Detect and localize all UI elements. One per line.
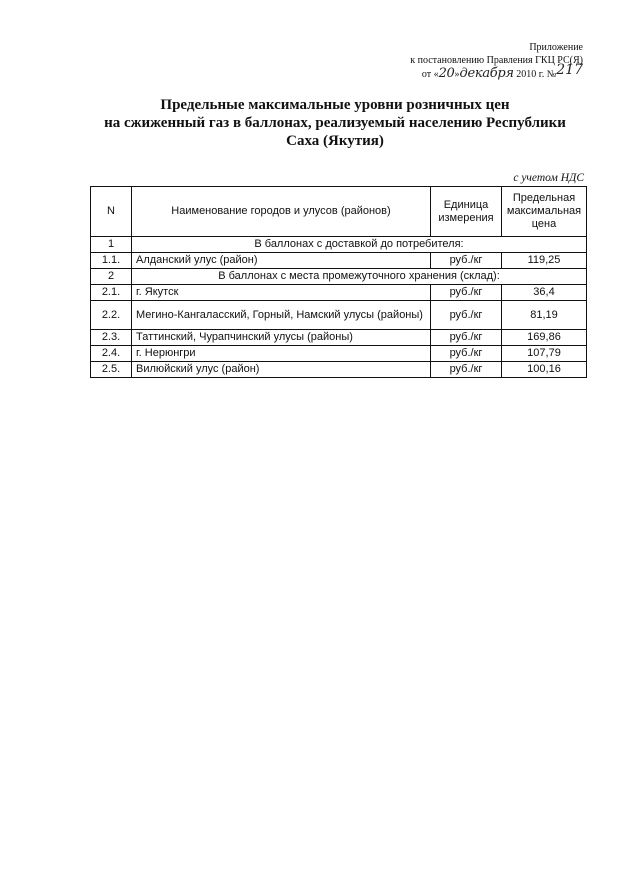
section-row [91, 237, 587, 253]
section-title: В баллонах с доставкой до потребителя: [132, 237, 587, 253]
title-line-3: Саха (Якутия) [286, 133, 384, 149]
table-row [91, 362, 587, 378]
row-name: Мегино-Кангаласский, Горный, Намский улусы (районы) [132, 301, 431, 330]
row-unit: руб./кг [431, 285, 502, 301]
approval-mid: » [454, 69, 460, 80]
row-price: 36,4 [502, 285, 587, 301]
row-unit: руб./кг [431, 362, 502, 378]
row-unit: руб./кг [431, 253, 502, 269]
row-name: Таттинский, Чурапчинский улусы (районы) [132, 330, 431, 346]
section-num: 2 [91, 269, 132, 285]
row-price: 107,79 [502, 346, 587, 362]
approval-resolution: к постановлению Правления ГКЦ РС(Я) [410, 54, 583, 66]
row-unit: руб./кг [431, 330, 502, 346]
table-row [91, 301, 587, 330]
approval-date-line [323, 62, 583, 82]
table-row [91, 253, 587, 269]
row-num: 2.1. [91, 285, 132, 301]
document-title [95, 96, 575, 150]
section-row [91, 269, 587, 285]
table-row [91, 330, 587, 346]
table-row [91, 285, 587, 301]
table-header-row [91, 187, 587, 237]
row-unit: руб./кг [431, 346, 502, 362]
row-price: 169,86 [502, 330, 587, 346]
row-num: 2.2. [91, 301, 132, 330]
section-title: В баллонах с места промежуточного хранения (склад): [132, 269, 587, 285]
title-line-1: Предельные максимальные уровни розничных цен [160, 97, 510, 113]
title-line-2: на сжиженный газ в баллонах, реализуемый населению Республики [104, 115, 566, 131]
row-name: Алданский улус (район) [132, 253, 431, 269]
approval-block [323, 42, 583, 82]
approval-day: 20 [438, 66, 455, 81]
row-num: 2.4. [91, 346, 132, 362]
table-row [91, 346, 587, 362]
row-price: 100,16 [502, 362, 587, 378]
approval-number: 217 [556, 62, 583, 78]
row-price: 81,19 [502, 301, 587, 330]
row-num: 2.5. [91, 362, 132, 378]
header-name: Наименование городов и улусов (районов) [132, 187, 431, 237]
row-name: Вилюйский улус (район) [132, 362, 431, 378]
approval-label: Приложение [529, 42, 583, 53]
vat-note: с учетом НДС [513, 172, 584, 184]
header-price: Предельная максимальная цена [502, 187, 587, 237]
section-num: 1 [91, 237, 132, 253]
row-name: г. Нерюнгри [132, 346, 431, 362]
row-num: 2.3. [91, 330, 132, 346]
approval-from: от « [421, 69, 439, 80]
header-unit: Единица измерения [431, 187, 502, 237]
approval-month: декабря [459, 66, 514, 81]
row-name: г. Якутск [132, 285, 431, 301]
row-unit: руб./кг [431, 301, 502, 330]
row-price: 119,25 [502, 253, 587, 269]
row-num: 1.1. [91, 253, 132, 269]
header-num: N [91, 187, 132, 237]
approval-year: 2010 г. № [516, 69, 557, 80]
price-table [90, 186, 587, 378]
